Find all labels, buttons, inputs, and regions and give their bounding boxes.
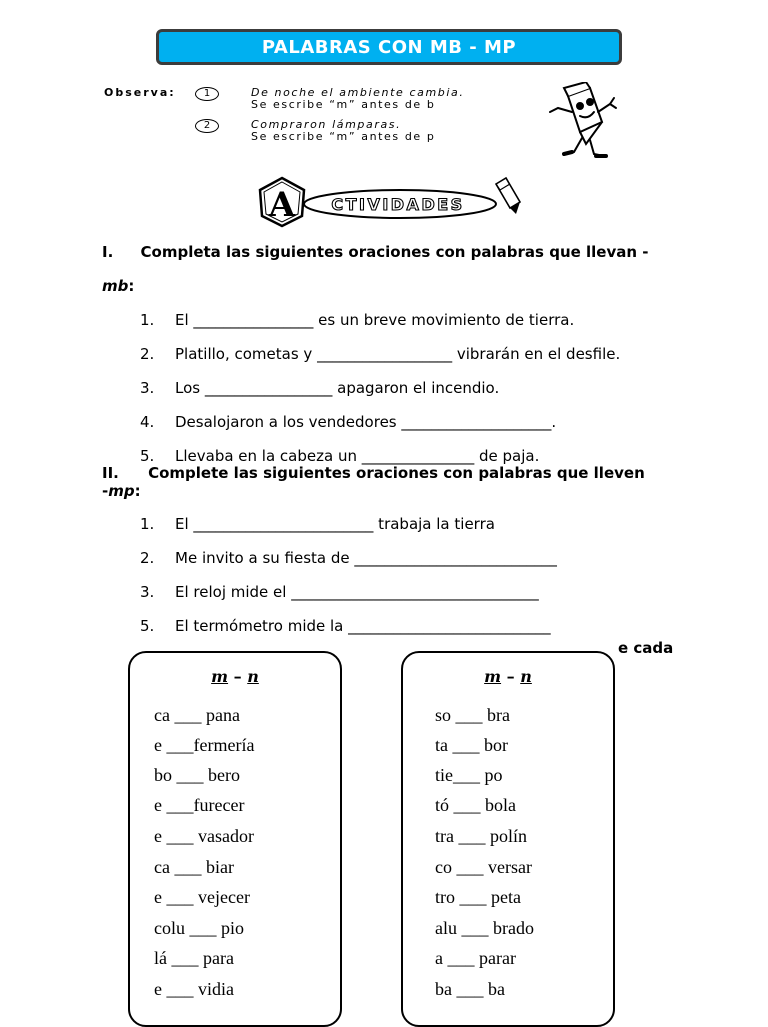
box-right-m: m <box>484 667 502 686</box>
pencil-mascot-icon <box>528 82 620 162</box>
list-item: tó ___ bola <box>435 795 516 815</box>
s2-item-1-text: El ________________________ trabaja la tierra <box>175 515 495 533</box>
s2-item-1-number: 1. <box>140 515 155 533</box>
example-number-1: 1 <box>195 87 219 101</box>
box-right-heading <box>403 667 613 686</box>
example-2-sentence: Compraron lámparas. <box>251 118 402 131</box>
list-item: ca ___ pana <box>154 705 240 725</box>
s1-item-1-text: El ________________ es un breve movimiento de tierra. <box>175 311 575 329</box>
section-2-dash: - <box>102 482 109 500</box>
section-1-numeral: I. <box>102 243 114 261</box>
example-1-rule: Se escribe “m” antes de b <box>251 98 436 111</box>
box-left-heading <box>130 667 340 686</box>
s1-item-1 <box>140 311 154 329</box>
section-1-suffix-mb: mb <box>102 277 129 295</box>
box-left-n: n <box>247 667 259 686</box>
s1-item-3-number: 3. <box>140 379 155 397</box>
list-item: e ___fermería <box>154 735 255 755</box>
actividades-logo <box>258 176 522 228</box>
list-item: e ___ vidia <box>154 979 234 999</box>
box-right-dash: – <box>506 667 515 686</box>
list-item: ta ___ bor <box>435 735 508 755</box>
box-left-dash: – <box>233 667 242 686</box>
page-title: PALABRAS CON MB - MP <box>261 36 517 58</box>
example-1-sentence: De noche el ambiente cambia. <box>251 86 465 99</box>
list-item: tie___ po <box>435 765 503 785</box>
s1-item-5-text: Llevaba en la cabeza un _______________ de paja. <box>175 447 540 465</box>
list-item: e ___ vasador <box>154 826 254 846</box>
title-banner <box>156 29 622 65</box>
pencil-icon <box>496 178 520 214</box>
list-item: a ___ parar <box>435 948 516 968</box>
list-item: colu ___ pio <box>154 918 244 938</box>
list-item: so ___ bra <box>435 705 510 725</box>
section-2-suffix-mp: mp <box>108 482 135 500</box>
list-item: tro ___ peta <box>435 887 521 907</box>
observa-label: Observa: <box>104 86 176 99</box>
example-number-2: 2 <box>195 119 219 133</box>
partial-instruction-text: e cada <box>618 639 674 657</box>
actividades-big-letter: A <box>268 185 296 225</box>
s1-item-1-number: 1. <box>140 311 155 329</box>
list-item: ba ___ ba <box>435 979 505 999</box>
s2-item-5-number: 5. <box>140 617 155 635</box>
list-item: e ___furecer <box>154 795 245 815</box>
section-1-suffix <box>102 277 134 295</box>
s1-item-2-number: 2. <box>140 345 155 363</box>
word-box-right <box>401 651 615 1027</box>
box-left-m: m <box>211 667 229 686</box>
box-right-n: n <box>520 667 532 686</box>
section-1-colon: : <box>128 277 135 295</box>
s2-item-3-number: 3. <box>140 583 155 601</box>
s1-item-2-text: Platillo, cometas y __________________ vibrarán en el desfile. <box>175 345 621 363</box>
s1-item-5-number: 5. <box>140 447 155 465</box>
list-item: ca ___ biar <box>154 857 234 877</box>
s1-item-4-number: 4. <box>140 413 155 431</box>
word-box-left <box>128 651 342 1027</box>
s2-item-3-text: El reloj mide el _________________________________ <box>175 583 539 601</box>
example-2 <box>251 119 435 143</box>
s2-item-5-text: El termómetro mide la ___________________________ <box>175 617 551 635</box>
example-1 <box>251 87 464 111</box>
s1-item-3-text: Los _________________ apagaron el incendio. <box>175 379 500 397</box>
list-item: alu ___ brado <box>435 918 534 938</box>
section-1-instruction: Completa las siguientes oraciones con palabras que llevan - <box>140 243 649 261</box>
actividades-word: CTIVIDADES <box>331 195 465 214</box>
section-2-suffix <box>102 482 141 500</box>
example-2-rule: Se escribe “m” antes de p <box>251 130 436 143</box>
list-item: e ___ vejecer <box>154 887 250 907</box>
section-1-heading <box>102 243 649 261</box>
list-item: tra ___ polín <box>435 826 527 846</box>
list-item: bo ___ bero <box>154 765 240 785</box>
section-2-colon: : <box>134 482 141 500</box>
s2-item-2-number: 2. <box>140 549 155 567</box>
section-2-heading <box>102 464 645 482</box>
s2-item-2-text: Me invito a su fiesta de ___________________________ <box>175 549 557 567</box>
section-2-instruction: Complete las siguientes oraciones con palabras que lleven <box>148 464 645 482</box>
section-2-numeral: II. <box>102 464 119 482</box>
list-item: lá ___ para <box>154 948 234 968</box>
list-item: co ___ versar <box>435 857 532 877</box>
s1-item-4-text: Desalojaron a los vendedores ____________________. <box>175 413 557 431</box>
